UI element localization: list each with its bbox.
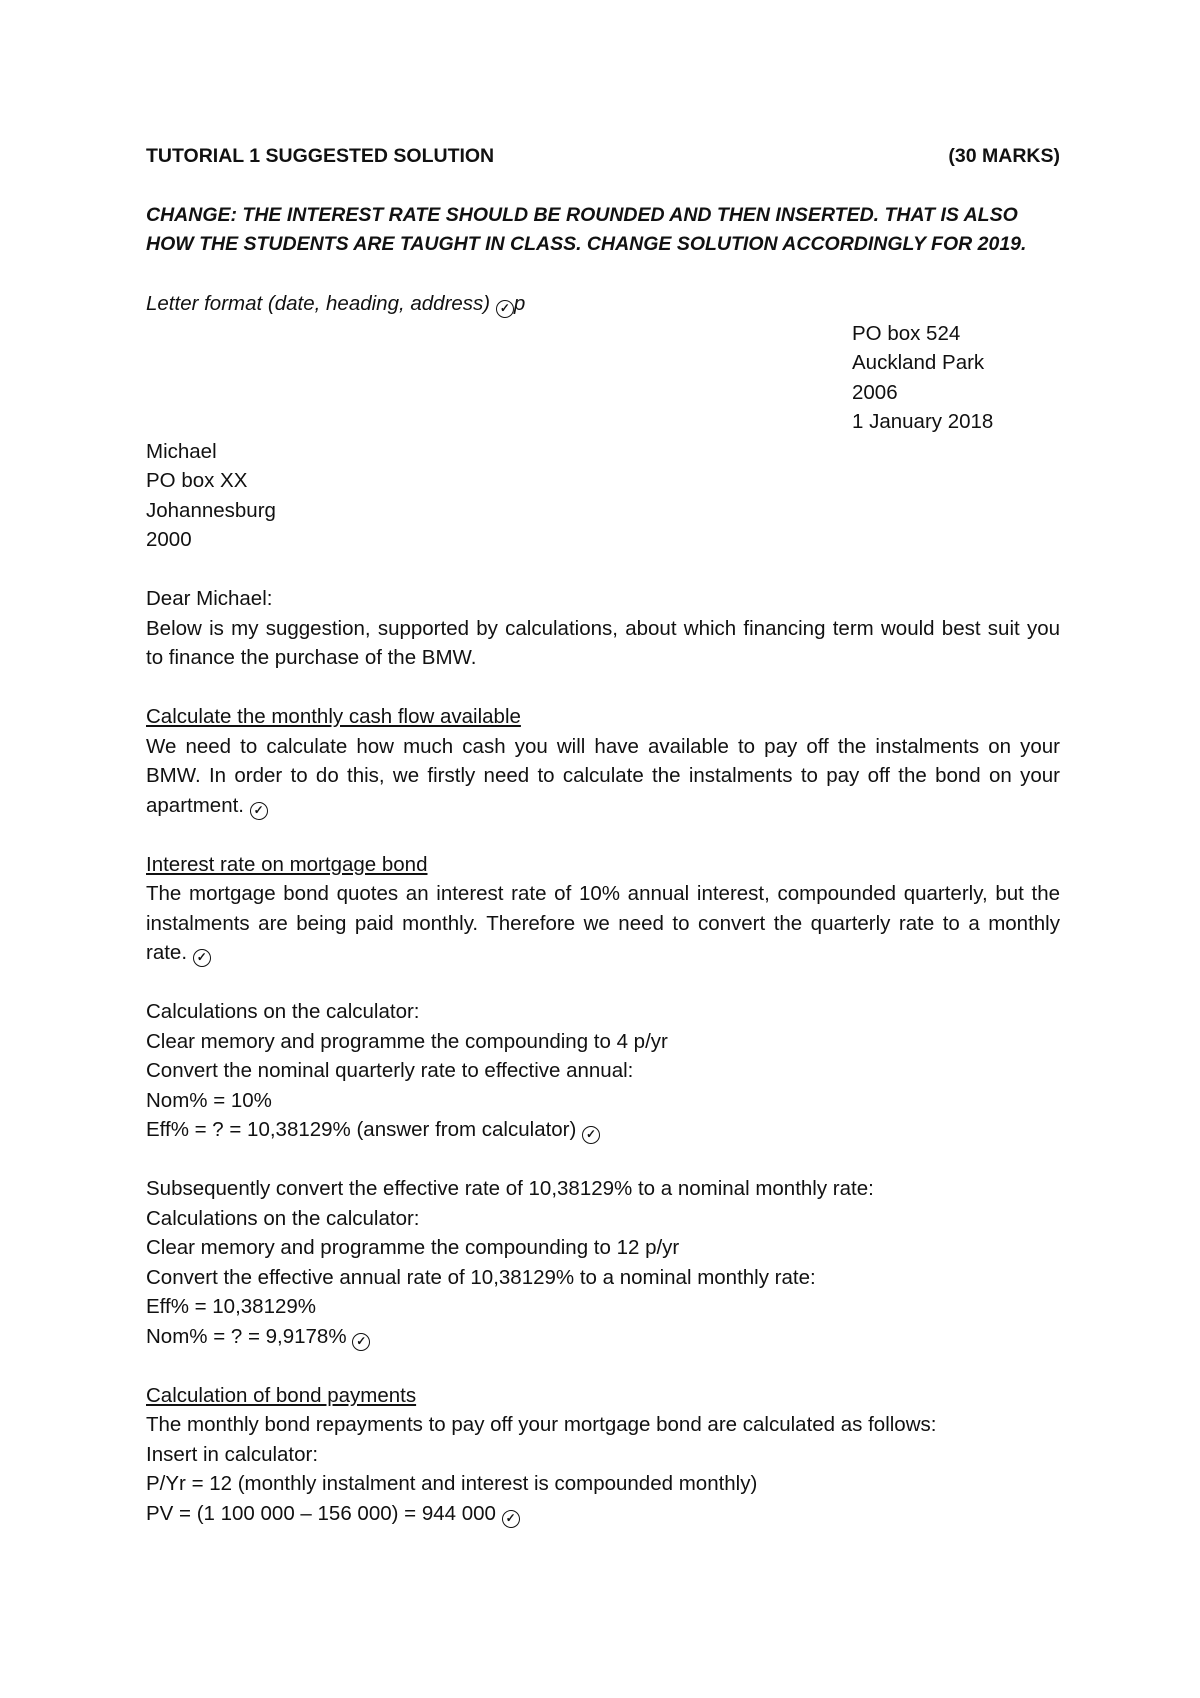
check-mark-icon: ✓ <box>502 1510 520 1528</box>
calc2-line-3: Clear memory and programme the compounding to 12 p/yr <box>146 1236 680 1259</box>
calc2-line-4: Convert the effective annual rate of 10,38129% to a nominal monthly rate: <box>146 1265 816 1289</box>
letter-date: 1 January 2018 <box>852 410 994 433</box>
document-title: TUTORIAL 1 SUGGESTED SOLUTION <box>146 145 495 167</box>
sender-line-2: Auckland Park <box>852 351 985 374</box>
calc1-line-5-wrap <box>146 1115 1060 1145</box>
bond-line-1: The monthly bond repayments to pay off your mortgage bond are calculated as follows: <box>146 1413 937 1436</box>
check-mark-icon: ✓ <box>496 300 514 318</box>
calc1-line-4: Nom% = 10% <box>146 1088 272 1112</box>
calc2-line-6-wrap <box>146 1322 1060 1352</box>
recipient-line-1: PO box XX <box>146 469 248 492</box>
section-heading-cash-flow: Calculate the monthly cash flow available <box>146 705 521 728</box>
check-mark-icon: ✓ <box>193 949 211 967</box>
bond-line-4-wrap <box>146 1499 1060 1529</box>
letter-format-line <box>146 289 1060 319</box>
check-mark-icon: ✓ <box>582 1126 600 1144</box>
recipient-name: Michael <box>146 439 217 463</box>
calc2-line-5: Eff% = 10,38129% <box>146 1295 317 1318</box>
bond-line-3: P/Yr = 12 (monthly instalment and interest is compounded monthly) <box>146 1472 758 1495</box>
calc1-line-1: Calculations on the calculator: <box>146 1000 420 1023</box>
cash-flow-paragraph <box>146 732 1060 821</box>
sender-line-3: 2006 <box>852 380 898 404</box>
check-mark-icon: ✓ <box>250 802 268 820</box>
recipient-line-2: Johannesburg <box>146 498 276 522</box>
interest-rate-paragraph <box>146 879 1060 968</box>
calc2-line-1: Subsequently convert the effective rate of 10,38129% to a nominal monthly rate: <box>146 1177 874 1200</box>
sender-line-1: PO box 524 <box>852 321 961 345</box>
cash-flow-text: We need to calculate how much cash you will have available to pay off the instalments on your BMW. In order to do this, we firstly need to calculate the instalments to pay off the bond on your apartment. <box>146 734 1060 817</box>
sender-address <box>146 319 1060 437</box>
calc2-line-6: Nom% = ? = 9,9178% <box>146 1324 347 1348</box>
calc1-line-2: Clear memory and programme the compounding to 4 p/yr <box>146 1029 668 1053</box>
salutation: Dear Michael: <box>146 587 273 610</box>
recipient-address <box>146 437 1060 555</box>
bond-line-2: Insert in calculator: <box>146 1442 319 1466</box>
letter-format-text: Letter format (date, heading, address) <box>146 292 491 315</box>
interest-rate-text: The mortgage bond quotes an interest rate of 10% annual interest, compounded quarterly, but the instalments are being paid monthly. Therefore we need to convert the quarterly rate to a monthly rate. <box>146 882 1060 964</box>
check-mark-icon: ✓ <box>352 1333 370 1351</box>
bond-line-4: PV = (1 100 000 – 156 000) = 944 000 <box>146 1501 496 1525</box>
calc1-line-5: Eff% = ? = 10,38129% (answer from calculator) <box>146 1118 577 1141</box>
calc1-line-3: Convert the nominal quarterly rate to effective annual: <box>146 1059 634 1082</box>
calc2-line-2: Calculations on the calculator: <box>146 1206 420 1230</box>
section-heading-bond-payments: Calculation of bond payments <box>146 1383 417 1407</box>
letter-format-suffix: p <box>513 292 526 315</box>
intro-paragraph: Below is my suggestion, supported by calculations, about which financing term would best suit you to finance the purchase of the BMW. <box>146 616 1060 669</box>
title-row <box>146 142 1060 172</box>
change-note: CHANGE: THE INTEREST RATE SHOULD BE ROUNDED AND THEN INSERTED. THAT IS ALSO HOW THE STUDENTS ARE TAUGHT IN CLASS. CHANGE SOLUTION ACCORDINGLY FOR 2019. <box>146 203 1027 255</box>
section-heading-interest-rate: Interest rate on mortgage bond <box>146 852 428 876</box>
recipient-line-3: 2000 <box>146 528 192 551</box>
marks-total: (30 MARKS) <box>948 145 1060 167</box>
document-content <box>146 142 1060 1528</box>
